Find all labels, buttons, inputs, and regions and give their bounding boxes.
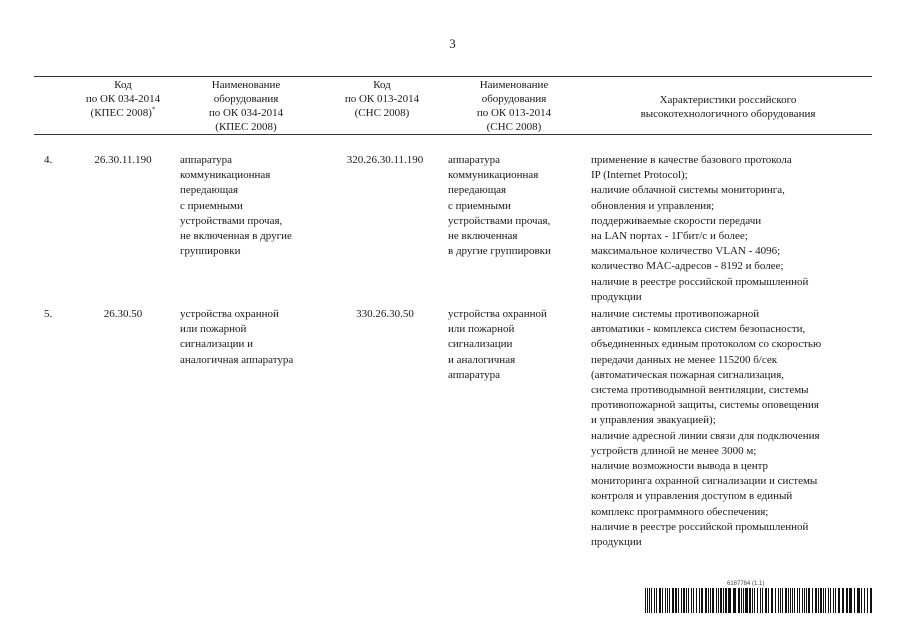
header-sns-code: Код по ОК 013-2014 (СНС 2008): [344, 79, 420, 119]
page-number: 3: [449, 36, 456, 51]
sns-name: устройства охранной или пожарной сигнализации и аналогичная аппаратура: [448, 308, 547, 381]
characteristics: наличие системы противопожарной автоматики - комплекса систем безопасности, объединенных единым протоколом со скоростью передачи данных не менее 115200 б/сек (автоматическая пожарная сигнализация, система противодымной вентиляции, системы противопожарной защиты, системы оповещения и управления эвакуацией); наличие адресной линии связи для подключения устройств длиной не менее 3000 м; наличие возможности вывода в центр мониторинга охранной сигнализации и системы контроля и управления доступом в единый комплекс программного обеспечения; наличие в реестре российской промышленной продукции: [591, 308, 822, 549]
document-code: 6187784 (1.1): [727, 581, 765, 587]
barcode: [645, 588, 873, 613]
table-top-rule: [34, 76, 872, 77]
header-sns-name: Наименование оборудования по ОК 013-2014 (СНС 2008): [476, 79, 552, 133]
kpes-name: устройства охранной или пожарной сигнализации и аналогичная аппаратура: [180, 308, 294, 366]
characteristics: применение в качестве базового протокола IP (Internet Protocol); наличие облачной системы мониторинга, обновления и управления; поддерживаемые скорости передачи на LAN портах - 1Гбит/с и более; максимальное количество VLAN - 4096; количество MAC-адресов - 8192 и более; наличие в реестре российской промышленной продукции: [591, 154, 809, 303]
row-number: 4.: [44, 154, 53, 166]
header-characteristics: Характеристики российского высокотехнологичного оборудования: [640, 94, 816, 120]
kpes-code: 26.30.50: [103, 308, 143, 320]
sns-code: 320.26.30.11.190: [346, 154, 424, 166]
footnote-marker: *: [151, 105, 156, 114]
header-kpes-code-text: Код по ОК 034-2014 (КПЕС 2008): [85, 79, 161, 119]
sns-name: аппаратура коммуникационная передающая с приемными устройствами прочая, не включенная в другие группировки: [448, 154, 551, 258]
table-header-rule: [34, 134, 872, 135]
kpes-code: 26.30.11.190: [94, 154, 152, 166]
header-kpes-name: Наименование оборудования по ОК 034-2014 (КПЕС 2008): [208, 79, 284, 133]
header-kpes-code: [58, 78, 188, 120]
row-number: 5.: [44, 308, 53, 320]
sns-code: 330.26.30.50: [356, 308, 414, 320]
kpes-name: аппаратура коммуникационная передающая с приемными устройствами прочая, не включенная в другие группировки: [180, 154, 292, 258]
